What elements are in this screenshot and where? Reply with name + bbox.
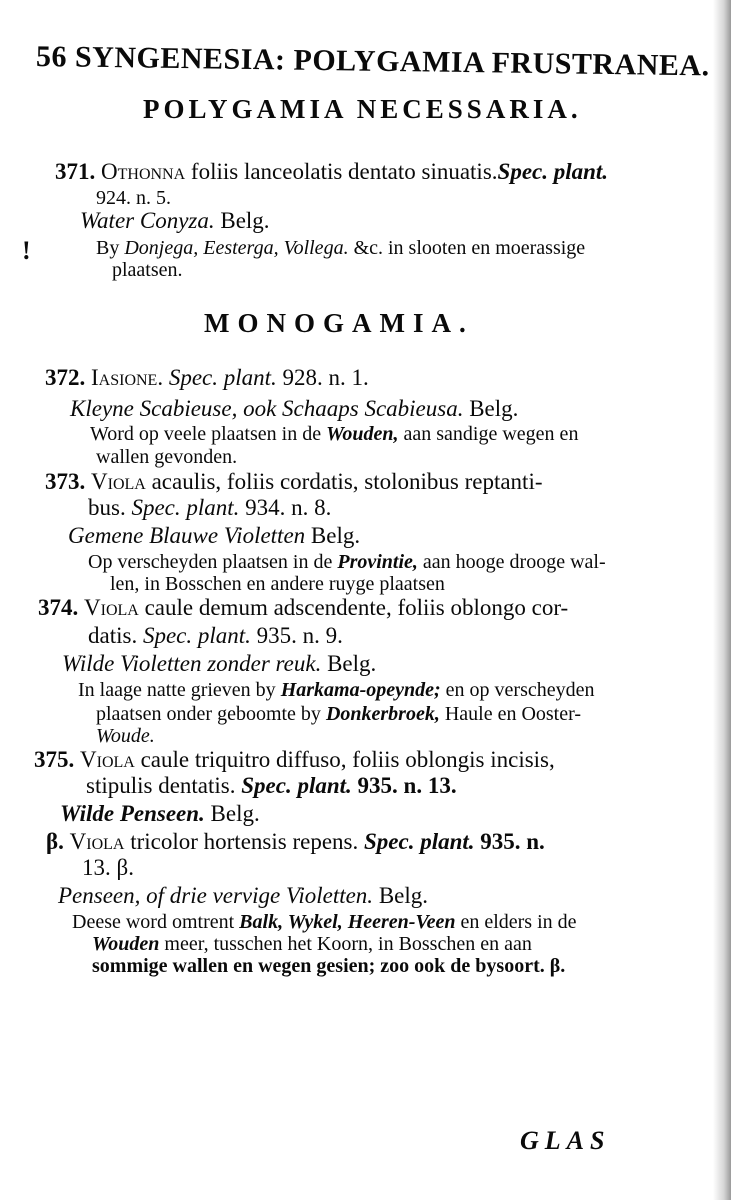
entry-number: 371. [55, 159, 96, 184]
entry-375-common-name: Wilde Penseen. Belg. [60, 801, 260, 826]
section-heading-polygamia-necessaria: POLYGAMIA NECESSARIA. [143, 94, 582, 124]
entry-372-habitat-1: Word op veele plaatsen in de Wouden, aan sandige wegen en [90, 423, 579, 445]
section-heading-monogamia: MONOGAMIA. [204, 308, 474, 338]
entry-372-line-1: 372. Iasione. Spec. plant. 928. n. 1. [45, 365, 369, 390]
entry-371-line-1 [55, 160, 608, 183]
entry-372-habitat-2: wallen gevonden. [96, 446, 238, 468]
page-edge-shadow [713, 0, 731, 1200]
entry-374-common-name: Wilde Violetten zonder reuk. Belg. [62, 651, 377, 676]
entry-375-line-2: stipulis dentatis. Spec. plant. 935. n. 13. [86, 773, 457, 798]
entry-374-habitat-2: plaatsen onder geboomte by Donkerbroek, Haule en Ooster- [96, 703, 582, 725]
entry-375-habitat-2: Wouden meer, tusschen het Koorn, in Bosschen en aan [92, 933, 532, 955]
entry-373-line-2: bus. Spec. plant. 934. n. 8. [88, 495, 332, 520]
entry-373-line-1: 373. Viola acaulis, foliis cordatis, stolonibus reptanti- [45, 469, 543, 494]
entry-375-beta-line-1: β. Viola tricolor hortensis repens. Spec. plant. 935. n. [46, 829, 545, 854]
entry-375-habitat-1: Deese word omtrent Balk, Wykel, Heeren-Veen en elders in de [72, 911, 577, 933]
entry-text: foliis lanceolatis dentato sinuatis. [185, 159, 498, 184]
margin-mark: ! [22, 236, 31, 265]
entry-373-habitat-2: len, in Bosschen en andere ruyge plaatsen [110, 573, 445, 595]
entry-375-habitat-3: sommige wallen en wegen gesien; zoo ook de bysoort. β. [92, 955, 566, 977]
entry-371-habitat-1: By Donjega, Eesterga, Vollega. &c. in slooten en moerassige [96, 237, 586, 259]
page-header: 56 SYNGENESIA: POLYGAMIA FRUSTRANEA. [35, 40, 710, 83]
entry-375-beta-common-name: Penseen, of drie vervige Violetten. Belg. [58, 883, 429, 908]
entry-371-habitat-2: plaatsen. [112, 259, 183, 281]
footer-catchword-mark: GLAS [520, 1126, 611, 1155]
entry-374-habitat-1: In laage natte grieven by Harkama-opeynde; en op verscheyden [78, 679, 595, 701]
entry-373-common-name: Gemene Blauwe Violetten Belg. [68, 523, 361, 548]
entry-375-beta-line-2: 13. β. [82, 855, 134, 880]
entry-371-line-2: 924. n. 5. [96, 187, 171, 209]
entry-374-habitat-3: Woude. [96, 725, 155, 747]
entry-372-common-name: Kleyne Scabieuse, ook Schaaps Scabieusa. Belg. [70, 396, 519, 421]
entry-371-common-name: Water Conyza. Belg. [80, 208, 270, 233]
entry-374-line-1: 374. Viola caule demum adscendente, foliis oblongo cor- [38, 595, 569, 620]
citation: Spec. plant. [497, 159, 609, 184]
entry-373-habitat-1: Op verscheyden plaatsen in de Provintie, aan hooge drooge wal- [88, 551, 606, 573]
genus-name: Othonna [101, 159, 186, 184]
entry-375-line-1: 375. Viola caule triquitro diffuso, foliis oblongis incisis, [34, 747, 555, 772]
entry-374-line-2: datis. Spec. plant. 935. n. 9. [88, 623, 343, 648]
